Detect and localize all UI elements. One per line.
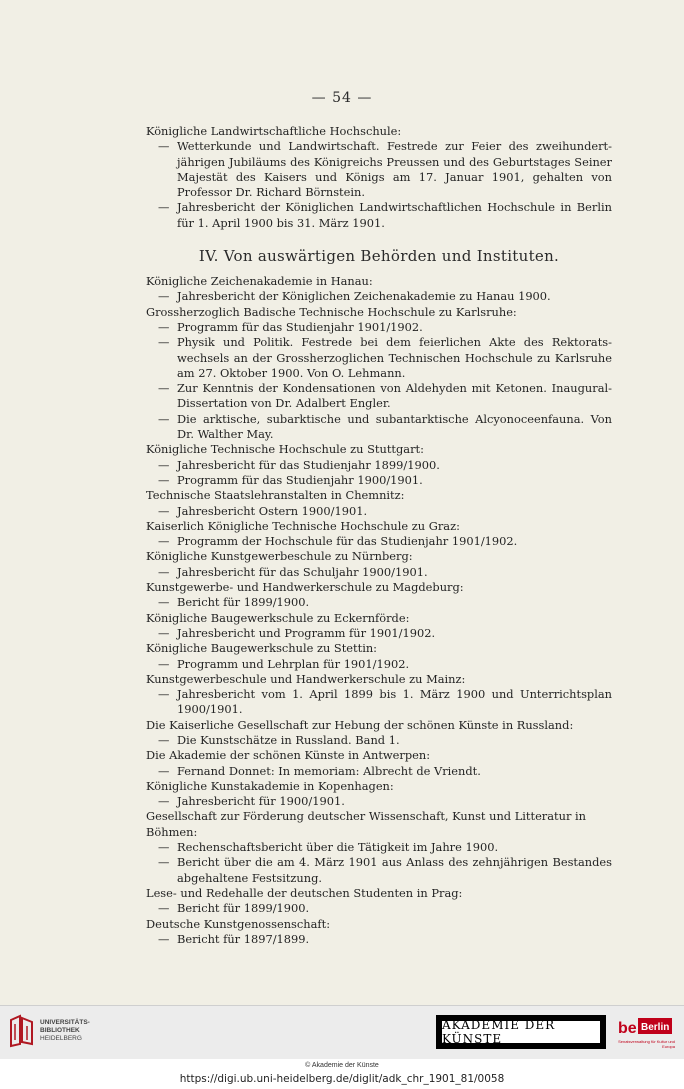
institution-name — [146, 672, 612, 687]
entry-dash: — — [158, 534, 170, 549]
top-entry-list — [146, 124, 612, 231]
institution-name — [146, 488, 612, 503]
publication-entry — [146, 381, 612, 412]
entry-dash: — — [158, 732, 170, 747]
publication-entry — [146, 412, 612, 443]
entry-text: Jahresbericht für das Schuljahr 1900/1901. — [177, 564, 428, 579]
institution-text: Lese- und Redehalle der deutschen Studenten in Prag: — [146, 885, 463, 900]
page-url[interactable]: https://digi.ub.uni-heidelberg.de/diglit/adk_chr_1901_81/0058 — [179, 1073, 505, 1085]
entry-dash: — — [158, 319, 170, 334]
institution-text: Königliche Landwirtschaftliche Hochschule: — [146, 124, 402, 138]
library-name-line: BIBLIOTHEK — [40, 1027, 80, 1034]
publication-entry — [146, 733, 612, 748]
publication-entry — [146, 534, 612, 549]
publication-entry — [146, 139, 612, 200]
entry-dash: — — [158, 840, 170, 855]
entry-text: Jahresbericht für das Studienjahr 1899/1900. — [177, 457, 440, 472]
entry-dash: — — [158, 595, 170, 610]
copyright-notice: © Akademie der Künste — [305, 1062, 379, 1069]
entry-text: Programm der Hochschule für das Studienjahr 1901/1902. — [177, 534, 518, 549]
entry-text: Jahresbericht der Königlichen Zeichenakademie zu Hanau 1900. — [177, 289, 551, 304]
akademie-label: AKADEMIE DER KÜNSTE — [441, 1020, 601, 1044]
entry-dash: — — [158, 763, 170, 778]
entry-text: Rechenschaftsbericht über die Tätigkeit im Jahre 1900. — [177, 840, 499, 855]
entry-text: Wetterkunde und Landwirtschaft. Festrede zur Feier des zweihundert-jährigen Jubiläums des Königreichs Preussen und des Geburtstages Seiner Majestät des Kaisers und Königs am 17. Januar 1901, gehalten von Professor Dr. Richard Börnstein. — [177, 139, 612, 200]
publication-entry — [146, 840, 612, 855]
entry-dash: — — [158, 139, 170, 154]
publication-entry — [146, 794, 612, 809]
institution-name — [146, 917, 612, 932]
entry-text: Die Kunstschätze in Russland. Band 1. — [177, 732, 400, 747]
institution-text: Die Akademie der schönen Künste in Antwerpen: — [146, 748, 431, 763]
institution-name — [146, 641, 612, 656]
institution-text: Technische Staatslehranstalten in Chemnitz: — [146, 488, 405, 503]
institution-name — [146, 779, 612, 794]
entry-text: Fernand Donnet: In memoriam: Albrecht de Vriendt. — [177, 763, 481, 778]
entry-text: Programm für das Studienjahr 1900/1901. — [177, 472, 423, 487]
publication-entry — [146, 626, 612, 641]
svg-text:Berlin: Berlin — [641, 1022, 670, 1033]
publication-entry — [146, 687, 612, 718]
entry-text: Jahresbericht und Programm für 1901/1902. — [177, 625, 436, 640]
publication-entry — [146, 932, 612, 947]
entry-text: Jahresbericht vom 1. April 1899 bis 1. März 1900 und Unterrichtsplan 1900/1901. — [177, 687, 612, 717]
institution-text: Kunstgewerbe- und Handwerkerschule zu Magdeburg: — [146, 580, 464, 595]
institution-name — [146, 748, 612, 763]
entry-dash: — — [158, 289, 170, 304]
page-content — [146, 124, 612, 947]
entry-dash: — — [158, 200, 170, 215]
viewer-footer-bar — [0, 1005, 684, 1059]
page-number: — 54 — — [311, 90, 373, 106]
institution-text: Gesellschaft zur Förderung deutscher Wissenschaft, Kunst und Litteratur in Böhmen: — [146, 809, 587, 839]
publication-entry — [146, 855, 612, 886]
institution-name — [146, 809, 612, 840]
institution-text: Königliche Baugewerkschule zu Eckernförde: — [146, 610, 410, 625]
entry-dash: — — [158, 931, 170, 946]
publication-entry — [146, 595, 612, 610]
institution-text: Kunstgewerbeschule und Handwerkerschule zu Mainz: — [146, 671, 466, 686]
entry-dash: — — [158, 411, 170, 426]
entry-dash: — — [158, 457, 170, 472]
publication-entry — [146, 473, 612, 488]
university-library-name — [40, 1019, 90, 1043]
institution-name — [146, 886, 612, 901]
entry-text: Die arktische, subarktische und subantarktische Alcyonoceenfauna. Von Dr. Walther May. — [177, 411, 612, 442]
entry-text: Jahresbericht der Königlichen Landwirtschaftlichen Hochschule in Berlin für 1. April 1900 bis 31. März 1901. — [177, 200, 612, 230]
publication-entry — [146, 200, 612, 231]
entry-text: Bericht für 1899/1900. — [177, 901, 310, 916]
institution-text: Königliche Technische Hochschule zu Stuttgart: — [146, 442, 424, 457]
institution-text: Königliche Zeichenakademie in Hanau: — [146, 274, 373, 289]
publication-entry — [146, 504, 612, 519]
entry-text: Physik und Politik. Festrede bei dem feierlichen Akte des Rektorats-wechsels an der Grossherzoglichen Technischen Hochschule zu Karlsruhe am 27. Oktober 1900. Von O. Lehmann. — [177, 335, 612, 380]
library-name-line: UNIVERSITÄTS- — [40, 1019, 90, 1026]
berlin-senate-caption: Senatsverwaltung für Kultur und Europa — [618, 1039, 675, 1049]
svg-text:be: be — [618, 1020, 637, 1037]
institution-text: Königliche Kunstgewerbeschule zu Nürnberg: — [146, 549, 413, 564]
entry-text: Zur Kenntnis der Kondensationen von Aldehyden mit Ketonen. Inaugural-Dissertation von Dr. Adalbert Engler. — [177, 381, 612, 411]
university-library-logo-icon[interactable] — [8, 1014, 36, 1048]
institution-text: Die Kaiserliche Gesellschaft zur Hebung der schönen Künste in Russland: — [146, 717, 574, 732]
publication-entry — [146, 289, 612, 304]
entry-dash: — — [158, 687, 170, 702]
institution-text: Deutsche Kunstgenossenschaft: — [146, 916, 331, 931]
entry-text: Bericht für 1899/1900. — [177, 595, 310, 610]
entry-text: Bericht für 1897/1899. — [177, 931, 310, 946]
entry-dash: — — [158, 656, 170, 671]
publication-entry — [146, 458, 612, 473]
publication-entry — [146, 335, 612, 381]
institution-name — [146, 305, 612, 320]
entry-text: Jahresbericht Ostern 1900/1901. — [177, 503, 368, 518]
entry-dash: — — [158, 625, 170, 640]
entry-dash: — — [158, 564, 170, 579]
entry-text: Bericht über die am 4. März 1901 aus Anlass des zehnjährigen Bestandes abgehaltene Festsitzung. — [177, 855, 612, 885]
entry-text: Programm und Lehrplan für 1901/1902. — [177, 656, 410, 671]
institution-name — [146, 124, 612, 139]
institution-text: Kaiserlich Königliche Technische Hochschule zu Graz: — [146, 518, 460, 533]
entry-dash: — — [158, 381, 170, 396]
institution-name — [146, 274, 612, 289]
institution-name — [146, 549, 612, 564]
entry-dash: — — [158, 472, 170, 487]
entry-dash: — — [158, 794, 170, 809]
institution-name — [146, 519, 612, 534]
institution-text: Königliche Kunstakademie in Kopenhagen: — [146, 778, 394, 793]
section-entry-list — [146, 274, 612, 947]
institution-text: Königliche Baugewerkschule zu Stettin: — [146, 641, 378, 656]
entry-text: Jahresbericht für 1900/1901. — [177, 794, 345, 809]
section-heading: IV. Von auswärtigen Behörden und Instituten. — [198, 247, 560, 266]
institution-text: Grossherzoglich Badische Technische Hochschule zu Karlsruhe: — [146, 304, 517, 319]
publication-entry — [146, 320, 612, 335]
institution-name — [146, 718, 612, 733]
entry-dash: — — [158, 901, 170, 916]
entry-dash: — — [158, 335, 170, 350]
entry-text: Programm für das Studienjahr 1901/1902. — [177, 319, 423, 334]
publication-entry — [146, 764, 612, 779]
publication-entry — [146, 565, 612, 580]
institution-name — [146, 611, 612, 626]
entry-dash: — — [158, 855, 170, 870]
institution-name — [146, 580, 612, 595]
entry-dash: — — [158, 503, 170, 518]
publication-entry — [146, 657, 612, 672]
library-name-line: HEIDELBERG — [40, 1035, 82, 1042]
institution-name — [146, 442, 612, 457]
publication-entry — [146, 901, 612, 916]
akademie-der-kuenste-logo[interactable] — [436, 1015, 606, 1049]
